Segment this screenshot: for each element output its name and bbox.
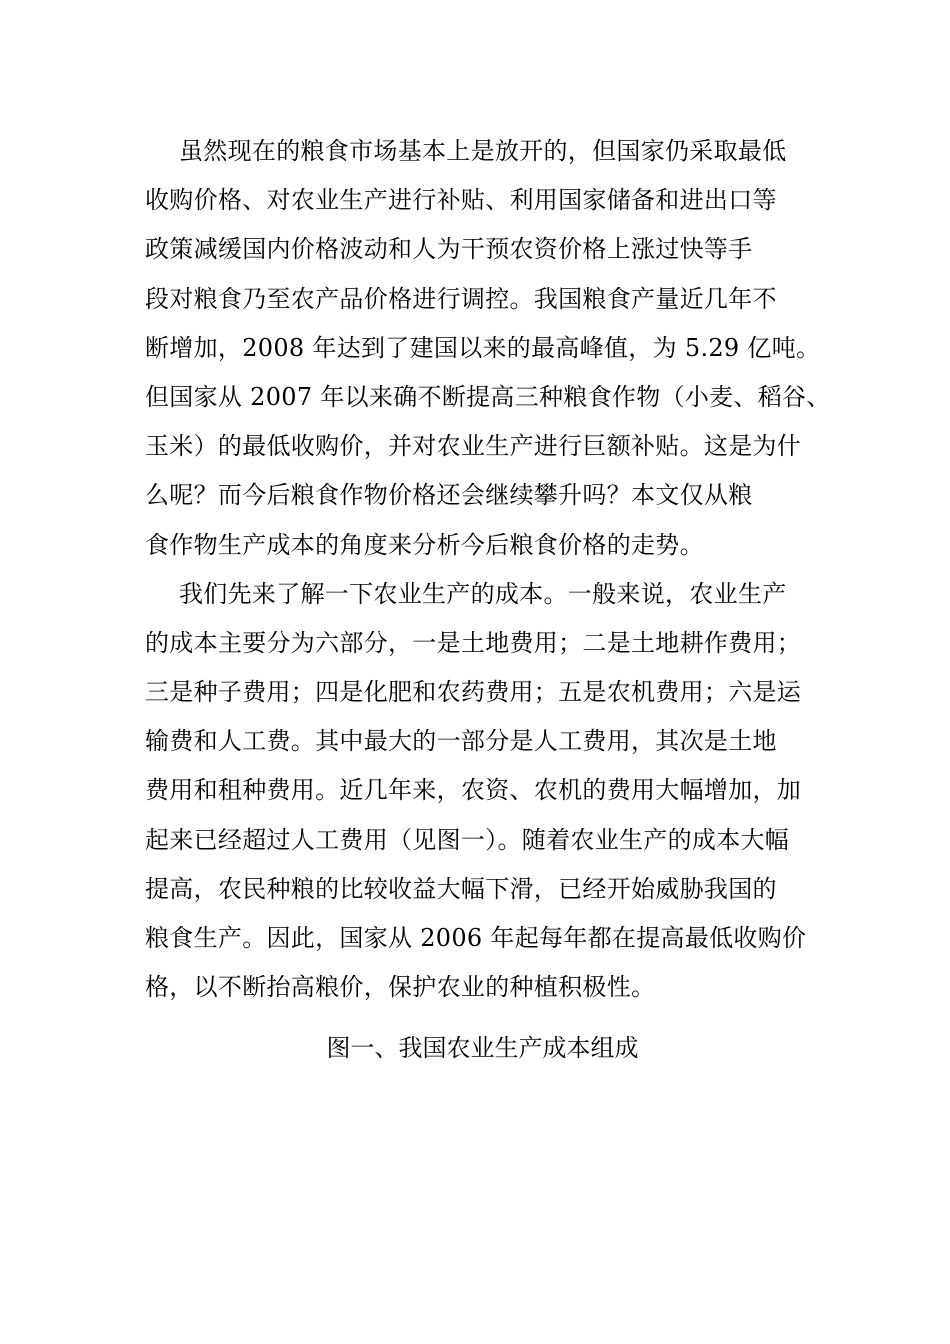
paragraph-line: 费用和租种费用。近几年来，农资、农机的费用大幅增加，加	[145, 776, 802, 805]
paragraph-line: 的成本主要分为六部分，一是土地费用；二是土地耕作费用；	[145, 628, 802, 657]
paragraph-line: 起来已经超过人工费用（见图一）。随着农业生产的成本大幅	[145, 825, 790, 854]
paragraph-line: 我们先来了解一下农业生产的成本。一般来说，农业生产	[179, 579, 787, 608]
paragraph-line: 但国家从 2007 年以来确不断提高三种粮食作物（小麦、稻谷、	[145, 382, 831, 411]
paragraph-line: 么呢？而今后粮食作物价格还会继续攀升吗？本文仅从粮	[145, 481, 753, 510]
paragraph-line: 食作物生产成本的角度来分析今后粮食价格的走势。	[145, 530, 704, 559]
paragraph-line: 段对粮食乃至农产品价格进行调控。我国粮食产量近几年不	[145, 284, 777, 313]
paragraph-line: 输费和人工费。其中最大的一部分是人工费用，其次是土地	[145, 727, 777, 756]
paragraph-line: 断增加，2008 年达到了建国以来的最高峰值，为 5.29 亿吨。	[145, 333, 821, 362]
paragraph-line: 粮食生产。因此，国家从 2006 年起每年都在提高最低收购价	[145, 924, 807, 952]
body-text	[145, 127, 831, 1012]
paragraph-line: 玉米）的最低收购价，并对农业生产进行巨额补贴。这是为什	[145, 432, 802, 461]
paragraph-1	[145, 127, 831, 570]
paragraph-line: 提高，农民种粮的比较收益大幅下滑，已经开始威胁我国的	[145, 874, 777, 903]
paragraph-line: 格，以不断抬高粮价，保护农业的种植积极性。	[145, 973, 656, 1002]
paragraph-2	[145, 570, 820, 1013]
paragraph-line: 收购价格、对农业生产进行补贴、利用国家储备和进出口等	[145, 186, 777, 215]
paragraph-line: 三是种子费用；四是化肥和农药费用；五是农机费用；六是运	[145, 678, 802, 707]
paragraph-line: 政策减缓国内价格波动和人为干预农资价格上涨过快等手	[145, 235, 753, 264]
paragraph-line: 虽然现在的粮食市场基本上是放开的，但国家仍采取最低	[179, 137, 787, 165]
figure-caption: 图一、我国农业生产成本组成	[326, 1034, 639, 1062]
